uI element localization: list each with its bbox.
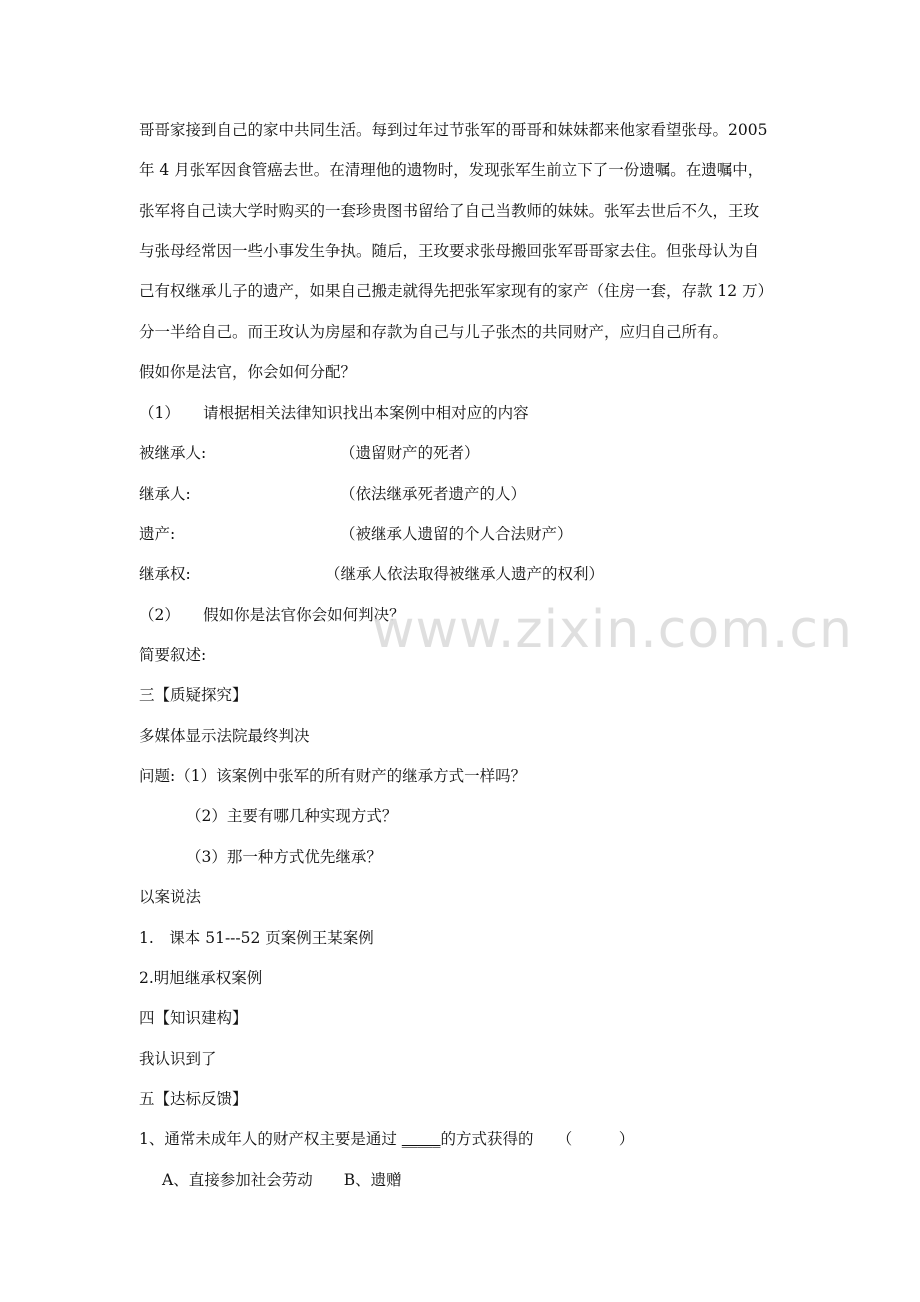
term-row [139,524,839,544]
paragraph-line-3: 张军将自己读大学时购买的一套珍贵图书留给了自己当教师的妹妹。张军去世后不久，王玫 [139,202,760,220]
paragraph-line-6: 分一半给自己。而王玫认为房屋和存款为自己与儿子张杰的共同财产，应归自己所有。 [139,323,729,341]
paragraph-line-5: 己有权继承儿子的遗产，如果自己搬走就得先把张军家现有的家产（住房一套，存款 12 万） [139,282,774,300]
term-row [139,484,839,504]
section-4-heading: 四【知识建构】 [139,1009,248,1027]
multiple-choice-question [139,1129,634,1149]
question-text: 1、通常未成年人的财产权主要是通过 [139,1130,402,1148]
case-item-1: 1. 课本 51---52 页案例王某案例 [139,929,374,947]
term-label: 继承人: [139,485,191,503]
term-label: 被继承人: [139,444,207,462]
section-5-heading: 五【达标反馈】 [139,1090,248,1108]
term-label: 遗产: [139,525,176,543]
judge-question: 假如你是法官，你会如何分配？ [139,363,357,381]
case-law-heading: 以案说法 [139,888,202,906]
term-row [139,564,839,584]
term-row [139,443,839,463]
paragraph-line-1: 哥哥家接到自己的家中共同生活。每到过年过节张军的哥哥和妹妹都来他家看望张母。2005 [139,121,768,139]
question-2: （2）主要有哪几种实现方式？ [186,807,398,825]
paragraph-line-4: 与张母经常因一些小事发生争执。随后，王玫要求张母搬回张军哥哥家去住。但张母认为自 [139,242,760,260]
watermark: www.zixin.com.cn [372,600,853,660]
section-3-heading: 三【质疑探究】 [139,686,248,704]
answer-blank: _____ [401,1130,441,1148]
term-definition: （被继承人遗留的个人合法财产） [340,525,573,543]
item-2-prompt: （2） 假如你是法官你会如何判决？ [139,606,405,624]
paragraph-line-2: 年 4 月张军因食管癌去世。在清理他的遗物时，发现张军生前立下了一份遗嘱。在遗嘱中， [139,161,764,179]
brief-label: 简要叙述: [139,646,207,664]
term-definition: （遗留财产的死者） [340,444,480,462]
term-label: 继承权: [139,565,191,583]
answer-options: A、直接参加社会劳动 B、遗赠 [162,1171,402,1189]
item-1-prompt: （1） 请根据相关法律知识找出本案例中相对应的内容 [139,404,529,422]
term-definition: （依法继承死者遗产的人） [340,485,527,503]
learned-line: 我认识到了 [139,1050,217,1068]
term-definition: （继承人依法取得被继承人遗产的权利） [325,565,605,583]
question-text-end: 的方式获得的 （ ） [440,1130,635,1148]
case-item-2: 2.明旭继承权案例 [139,969,263,987]
multimedia-note: 多媒体显示法院最终判决 [139,727,310,745]
question-1: 问题:（1）该案例中张军的所有财产的继承方式一样吗？ [139,767,527,785]
question-3: （3）那一种方式优先继承？ [186,848,382,866]
